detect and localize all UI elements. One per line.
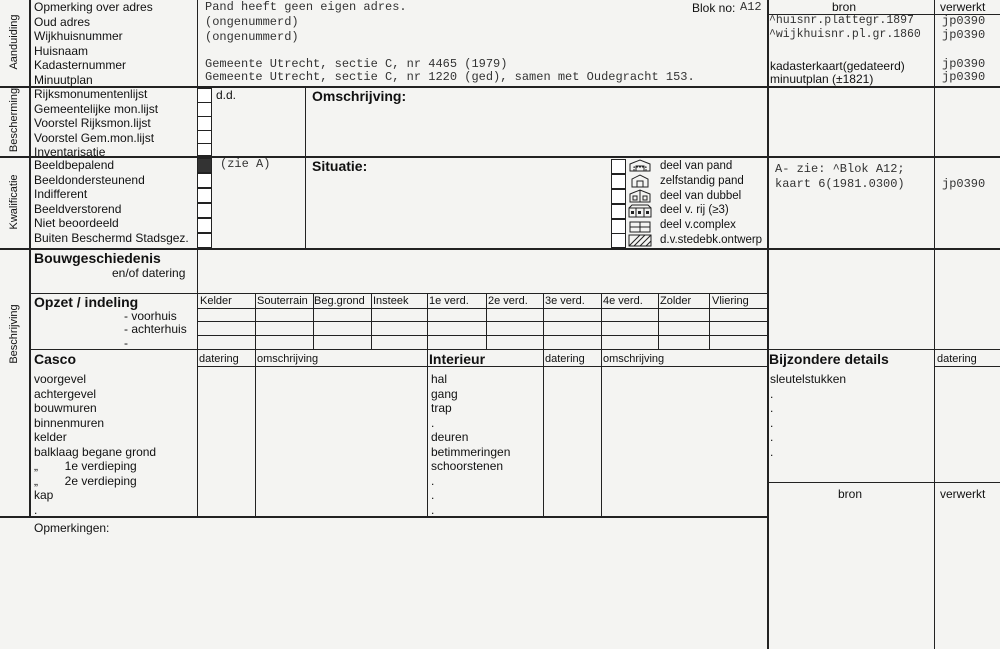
- opzet-col-2e-verd: 2e verd.: [488, 295, 528, 307]
- verwerkt-header: verwerkt: [940, 0, 986, 14]
- double-house-icon: [628, 189, 652, 203]
- opzet-col-beggrond: Beg.grond: [314, 295, 365, 307]
- checkbox-zelfstandig-pand[interactable]: [611, 174, 626, 189]
- opzet-col-vliering: Vliering: [712, 295, 749, 307]
- field-label: Wijkhuisnummer: [34, 29, 123, 43]
- checkbox-deel-van-dubbel[interactable]: [611, 189, 626, 204]
- casco-item: voorgevel: [34, 372, 87, 386]
- casco-title: Casco: [34, 351, 77, 367]
- checkbox-beeldverstorend[interactable]: [197, 203, 212, 218]
- bron-value: ^huisnr.plattegr.1897: [769, 14, 914, 27]
- value-oud-adres: (ongenummerd): [205, 15, 299, 29]
- bouwgeschiedenis-title: Bouwgeschiedenis: [34, 250, 161, 266]
- checkbox-deel-van-pand[interactable]: [611, 159, 626, 174]
- interieur-item: .: [431, 488, 435, 502]
- urban-design-icon: [628, 233, 652, 247]
- interieur-datering-header: datering: [545, 353, 585, 365]
- aanduiding-field-list: [34, 0, 153, 87]
- situatie-option-list: [660, 159, 762, 248]
- kwalificatie-note: (zie A): [220, 157, 271, 171]
- field-label: Buiten Beschermd Stadsgez.: [34, 230, 189, 245]
- bouwgeschiedenis-subtitle: en/of datering: [112, 266, 186, 280]
- field-label: Rijksmonumentenlijst: [34, 87, 148, 101]
- divider-casco-datering: [197, 349, 198, 516]
- bijzondere-item-list: [770, 372, 846, 459]
- opzet-col-zolder: Zolder: [660, 295, 692, 307]
- interieur-title: Interieur: [429, 351, 486, 367]
- bijzondere-item: .: [770, 415, 774, 430]
- casco-item: balklaag begane grond: [34, 444, 157, 459]
- complex-icon: [628, 219, 652, 233]
- interieur-item: deuren: [431, 430, 469, 444]
- opzet-title: Opzet / indeling: [34, 294, 139, 310]
- checkbox-deel-v-complex[interactable]: [611, 219, 626, 234]
- bijzondere-title: Bijzondere details: [769, 351, 889, 367]
- opzet-col-insteek: Insteek: [373, 295, 409, 307]
- casco-item: kelder: [34, 430, 67, 444]
- situatie-option: d.v.stedebk.ontwerp: [660, 233, 763, 246]
- dd-label: d.d.: [216, 88, 237, 102]
- verwerkt-value: jp0390: [942, 14, 986, 28]
- checkbox-beeldondersteunend[interactable]: [197, 173, 212, 188]
- bron-value: kadasterkaart(gedateerd): [770, 59, 905, 73]
- opzet-col-4e-verd: 4e verd.: [603, 295, 643, 307]
- bijzondere-item: .: [770, 401, 774, 415]
- field-label: Indifferent: [34, 187, 88, 201]
- checkbox-rijksmonumentenlijst[interactable]: [197, 88, 212, 103]
- opzet-grid-col: [486, 293, 487, 349]
- field-label: Inventarisatie: [34, 145, 106, 159]
- bron-value: ^wijkhuisnr.pl.gr.1860: [769, 28, 921, 41]
- opzet-grid-col: [427, 293, 428, 349]
- divider-bron-column: [767, 0, 769, 649]
- divider-interieur: [427, 349, 428, 516]
- divider-interieur-omschrijving: [601, 349, 602, 516]
- field-label: Kadasternummer: [34, 58, 127, 72]
- casco-omschrijving-header: omschrijving: [257, 353, 319, 365]
- blok-label: Blok no:: [692, 1, 736, 15]
- opzet-grid-col: [371, 293, 372, 349]
- casco-datering-header: datering: [199, 353, 239, 365]
- checkbox-indifferent[interactable]: [197, 188, 212, 203]
- verwerkt-value: jp0390: [942, 57, 986, 71]
- situatie-option: deel v. rij (≥3): [660, 204, 729, 217]
- field-label: Beeldondersteunend: [34, 172, 145, 187]
- checkbox-deel-v-rij[interactable]: [611, 204, 626, 219]
- bron-value: minuutplan (±1821): [770, 72, 874, 86]
- divider-bijzondere-header: [934, 366, 1000, 367]
- divider-casco: [30, 349, 1000, 350]
- kwalificatie-bron-value: A- zie: ^Blok A12;: [775, 162, 905, 176]
- casco-item-list: [34, 372, 156, 517]
- opzet-row-other: -: [124, 336, 128, 350]
- bijzondere-bron-label: bron: [838, 487, 863, 501]
- situatie-option: deel van pand: [660, 160, 733, 172]
- divider-left-label-column: [29, 0, 31, 516]
- field-label: Beeldverstorend: [34, 201, 122, 216]
- opmerkingen-label: Opmerkingen:: [34, 521, 110, 535]
- checkbox-inventarisatie[interactable]: [197, 143, 212, 156]
- situatie-option: deel v.complex: [660, 219, 736, 232]
- situatie-label: Situatie:: [312, 158, 368, 174]
- building-part-icon: [628, 159, 652, 173]
- checkbox-voorstel-rijksmon[interactable]: [197, 116, 212, 131]
- field-label: Oud adres: [34, 14, 91, 29]
- interieur-item: .: [431, 415, 435, 430]
- casco-item: binnenmuren: [34, 415, 105, 430]
- casco-item: „ 2e verdieping: [34, 473, 137, 488]
- value-wijkhuisnummer: (ongenummerd): [205, 30, 299, 44]
- opzet-grid-col: [255, 293, 256, 349]
- divider-casco-omschrijving: [255, 349, 256, 516]
- field-label: Niet beoordeeld: [34, 216, 119, 230]
- field-label: Voorstel Gem.mon.lijst: [34, 130, 155, 145]
- opzet-grid-col: [709, 293, 710, 349]
- standalone-building-icon: [628, 174, 652, 188]
- checkbox-gemeentelijke-mon[interactable]: [197, 102, 212, 117]
- interieur-item: trap: [431, 401, 452, 415]
- checkbox-beeldbepalend-checked[interactable]: [197, 158, 212, 173]
- field-label: Gemeentelijke mon.lijst: [34, 101, 159, 116]
- field-label: Opmerking over adres: [34, 0, 153, 14]
- value-minuutplan: Gemeente Utrecht, sectie C, nr 1220 (ged), samen met Oudegracht 153.: [205, 70, 695, 84]
- situatie-option: zelfstandig pand: [660, 174, 744, 187]
- bijzondere-verwerkt-label: verwerkt: [940, 487, 986, 501]
- omschrijving-label: Omschrijving:: [312, 88, 407, 104]
- row-houses-icon: [628, 204, 652, 218]
- opzet-grid-col: [658, 293, 659, 349]
- opzet-col-kelder: Kelder: [200, 295, 232, 307]
- bijzondere-item: .: [770, 444, 774, 459]
- interieur-item: gang: [431, 386, 458, 401]
- opzet-grid-line: [197, 335, 768, 336]
- field-label: Beeldbepalend: [34, 158, 115, 172]
- bijzondere-item: sleutelstukken: [770, 372, 847, 386]
- opzet-col-1e-verd: 1e verd.: [429, 295, 469, 307]
- bron-header: bron: [832, 0, 857, 14]
- interieur-omschrijving-header: omschrijving: [603, 353, 665, 365]
- opzet-grid-col: [543, 293, 544, 349]
- divider-dd-column: [305, 86, 306, 248]
- casco-item: „ 1e verdieping: [34, 459, 137, 473]
- divider-verwerkt-column: [934, 0, 935, 649]
- interieur-item: betimmeringen: [431, 444, 511, 459]
- checkbox-stedebk-ontwerp[interactable]: [611, 233, 626, 248]
- section-label-aanduiding: Aanduiding: [8, 14, 20, 70]
- divider-bijzondere-bron: [768, 482, 1000, 483]
- divider-interieur-datering: [543, 349, 544, 516]
- verwerkt-value: jp0390: [942, 28, 986, 42]
- opzet-col-souterrain: Souterrain: [257, 295, 308, 307]
- interieur-item: schoorstenen: [431, 459, 504, 473]
- kwalificatie-field-list: [34, 158, 189, 245]
- field-label: Minuutplan: [34, 72, 93, 87]
- bijzondere-datering-header: datering: [937, 353, 977, 365]
- blok-value: A12: [740, 0, 762, 14]
- section-label-bescherming: Bescherming: [8, 87, 20, 153]
- checkbox-niet-beoordeeld[interactable]: [197, 218, 212, 233]
- section-label-beschrijving: Beschrijving: [8, 304, 20, 364]
- interieur-item: .: [431, 502, 435, 517]
- bijzondere-item: .: [770, 386, 774, 401]
- casco-item: .: [34, 502, 38, 517]
- verwerkt-value: jp0390: [942, 70, 986, 84]
- opzet-grid-line: [197, 321, 768, 322]
- situatie-option: deel van dubbel: [660, 189, 742, 202]
- opzet-grid-col: [601, 293, 602, 349]
- interieur-item: hal: [431, 372, 448, 386]
- kwalificatie-verwerkt-value: jp0390: [942, 177, 986, 191]
- opzet-grid-col: [197, 293, 198, 349]
- opzet-col-3e-verd: 3e verd.: [545, 295, 585, 307]
- interieur-item: .: [431, 473, 435, 488]
- interieur-item-list: [431, 372, 510, 517]
- casco-item: bouwmuren: [34, 401, 97, 415]
- field-label: Voorstel Rijksmon.lijst: [34, 116, 151, 130]
- opzet-grid-line: [197, 308, 768, 309]
- casco-item: kap: [34, 488, 54, 502]
- bijzondere-item: .: [770, 430, 774, 444]
- casco-item: achtergevel: [34, 386, 97, 401]
- value-opmerking-adres: Pand heeft geen eigen adres.: [205, 0, 407, 14]
- field-label: Huisnaam: [34, 43, 89, 58]
- kwalificatie-bron-value: kaart 6(1981.0300): [775, 177, 905, 191]
- bescherming-field-list: [34, 87, 158, 160]
- section-label-kwalificatie: Kwalificatie: [8, 174, 20, 230]
- checkbox-buiten-beschermd[interactable]: [197, 233, 212, 248]
- opzet-row-voorhuis: - voorhuis: [124, 309, 177, 323]
- value-kadasternummer: Gemeente Utrecht, sectie C, nr 4465 (1979): [205, 57, 508, 71]
- opzet-row-achterhuis: - achterhuis: [124, 322, 187, 336]
